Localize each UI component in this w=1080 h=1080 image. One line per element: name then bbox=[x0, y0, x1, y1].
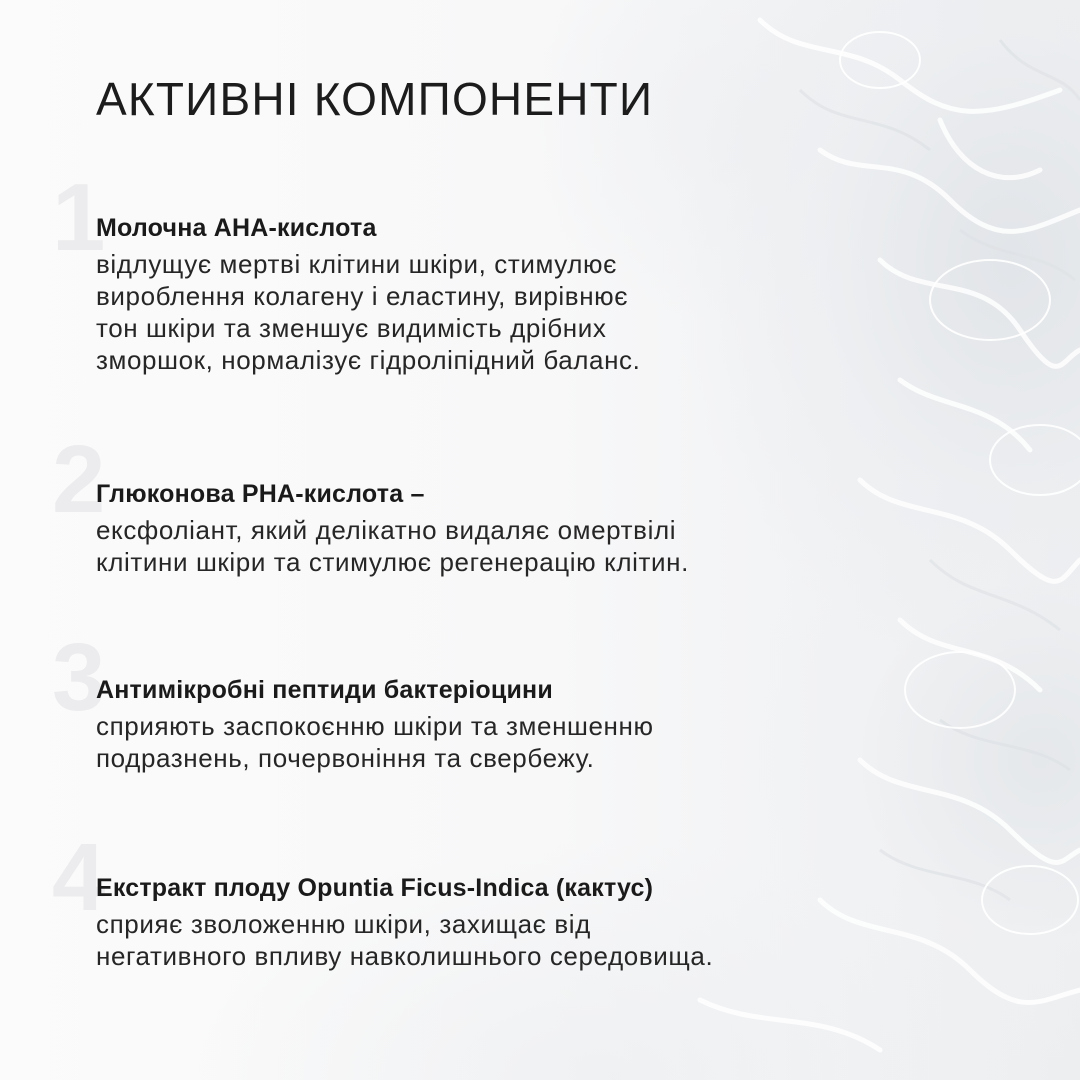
description-line: вироблення колагену і еластину, вирівнює bbox=[96, 281, 629, 311]
item-number: 3 bbox=[52, 624, 106, 731]
item-description bbox=[96, 908, 876, 972]
description-line: ексфоліант, який делікатно видаляє омертвілі bbox=[96, 515, 677, 545]
page-title: АКТИВНІ КОМПОНЕНТИ bbox=[96, 73, 654, 125]
item-heading: Екстракт плоду Opuntia Ficus-Indica (кактус) bbox=[96, 874, 654, 902]
description-line: клітини шкіри та стимулює регенерацію клітин. bbox=[96, 547, 689, 577]
description-line: відлущує мертві клітини шкіри, стимулює bbox=[96, 249, 618, 279]
item-heading: Глюконова PHA-кислота – bbox=[96, 480, 425, 508]
description-line: сприяють заспокоєнню шкіри та зменшенню bbox=[96, 711, 654, 741]
item-description bbox=[96, 710, 876, 774]
description-line: негативного впливу навколишнього середовища. bbox=[96, 941, 714, 971]
item-heading: Антимікробні пептиди бактеріоцини bbox=[96, 676, 553, 704]
item-number: 4 bbox=[52, 824, 106, 931]
item-number: 1 bbox=[52, 164, 106, 271]
description-line: зморшок, нормалізує гідроліпідний баланс. bbox=[96, 345, 641, 375]
item-heading: Молочна АНА-кислота bbox=[96, 214, 377, 242]
item-number: 2 bbox=[52, 426, 106, 533]
item-description bbox=[96, 248, 876, 376]
description-line: подразнень, почервоніння та свербежу. bbox=[96, 743, 595, 773]
description-line: тон шкіри та зменшує видимість дрібних bbox=[96, 313, 607, 343]
item-description bbox=[96, 514, 876, 578]
description-line: сприяє зволоженню шкіри, захищає від bbox=[96, 909, 591, 939]
